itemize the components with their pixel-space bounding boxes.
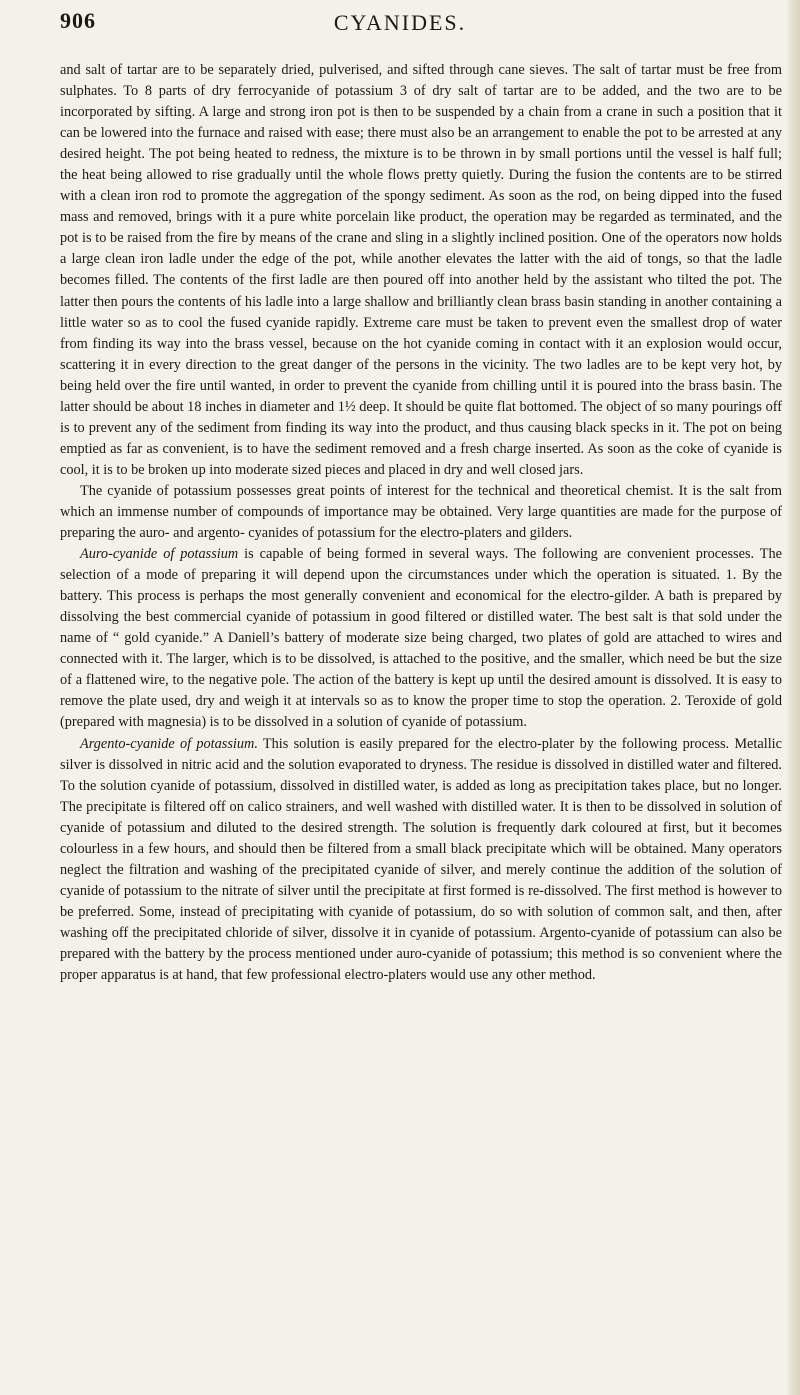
running-title: CYANIDES. [333,10,467,35]
paragraph-lead-term: Auro-cyanide of potassium [80,546,239,563]
paragraph-text: This solution is easily prepared for the electro-plater by the following process. Metallic silver is dissolved in nitric acid and the solution evaporated to dryness. The residue is dissolved in distilled water and filtered. To the solution cyanide of potassium, dissolved in distilled water, is added as long as precipitation takes place, but no longer. The precipitate is filtered off on calico strainers, and well washed with distilled water. It is then to be dissolved in solution of cyanide of potassium and diluted to the desired strength. The solution is frequently dark coloured at first, but it becomes colourless in a few hours, and should then be filtered from a small black precipitate which will be obtained. Many operators neglect the filtration and washing of the precipitated cyanide of silver, and merely continue the addition of the solution of cyanide of potassium to the nitrate of silver until the precipitate at first formed is re-dissolved. The first method is however to be preferred. Some, instead of precipitating with cyanide of potassium, do so with solution of common salt, and then, after washing off the precipitated chloride of silver, dissolve it in cyanide of potassium. Argento-cyanide of potassium can also be prepared with the battery by the process mentioned under auro-cyanide of potassium; this method is so convenient where the proper apparatus is at hand, that few professional electro-platers would use any other method. [60,735,782,984]
paragraph-lead-term: Argento-cyanide of potassium. [80,735,258,752]
paragraph-auro-cyanide [60,544,782,733]
paragraph-cyanide-interest [60,481,782,544]
paragraph-text: is capable of being formed in several ways. The following are convenient processes. The selection of a mode of preparing it will depend upon the circumstances under which the operation is situated. 1. By the battery. This process is perhaps the most generally convenient and economical for the electro-gilder. A bath is prepared by dissolving the best commercial cyanide of potassium in good filtered or distilled water. The best salt is that sold under the name of “ gold cyanide.” A Daniell’s battery of moderate size being charged, two plates of gold are attached to wires and connected with it. The larger, which is to be dissolved, is attached to the positive, and the smaller, which need be but the size of a flattened wire, to the negative pole. The action of the battery is kept up until the desired amount is dissolved. It is easy to remove the plate used, dry and weigh it at intervals so as to know the proper time to stop the operation. 2. Teroxide of gold (prepared with magnesia) is to be dissolved in a solution of cyanide of potassium. [60,546,782,731]
paragraph-text: The cyanide of potassium possesses great points of interest for the technical and theoretical chemist. It is the salt from which an immense number of compounds of importance may be obtained. Very large quantities are made for the purpose of preparing the auro- and argento- cyanides of potassium for the electro-platers and gilders. [60,482,782,542]
paragraph-argento-cyanide [60,734,782,987]
page-edge-shadow [786,0,800,1395]
page-number: 906 [60,8,96,33]
body-text [60,60,782,986]
paragraph-fusion-process [60,60,782,481]
paragraph-text: and salt of tartar are to be separately dried, pulverised, and sifted through cane sieves. The salt of tartar must be free from sulphates. To 8 parts of dry ferrocyanide of potassium 3 of dry salt of tartar are to be added, and the two are to be incorporated by sifting. A large and strong iron pot is then to be suspended by a chain from a crane in such a position that it can be lowered into the furnace and raised with ease; there must also be an arrangement to enable the pot to be arrested at any desired height. The pot being heated to redness, the mixture is to be thrown in by small portions until the vessel is half full; the heat being allowed to rise gradually until the whole flows pretty quietly. During the fusion the contents are to be stirred with a clean iron rod to promote the aggregation of the spongy sediment. As soon as the rod, on being dipped into the fused mass and removed, brings with it a pure white porcelain like product, the operation may be regarded as terminated, and the pot is to be raised from the fire by means of the crane and sling in a slightly inclined position. One of the operators now holds a large clean iron ladle under the edge of the pot, while another elevates the latter with the aid of tongs, so that the ladle becomes filled. The contents of the first ladle are then poured off into another held by the assistant who tilted the pot. The latter then pours the contents of his ladle into a large shallow and brilliantly clean brass basin standing in another containing a little water so as to cool the fused cyanide rapidly. Extreme care must be taken to prevent even the smallest drop of water from finding its way into the brass vessel, because on the hot cyanide coming in contact with it an explosion would occur, scattering it in every direction to the great danger of the persons in the vicinity. The two ladles are to be kept very hot, by being held over the fire until wanted, in order to prevent the cyanide from chilling until it is poured into the brass basin. The latter should be about 18 inches in diameter and 1½ deep. It should be quite flat bottomed. The object of so many pourings off is to prevent any of the sediment from finding its way into the product, and thus causing black specks in it. The pot on being emptied as far as convenient, is to have the sediment removed and a fresh charge inserted. As soon as the coke of cyanide is cool, it is to be broken up into moderate sized pieces and placed in dry and well closed jars. [60,62,782,478]
